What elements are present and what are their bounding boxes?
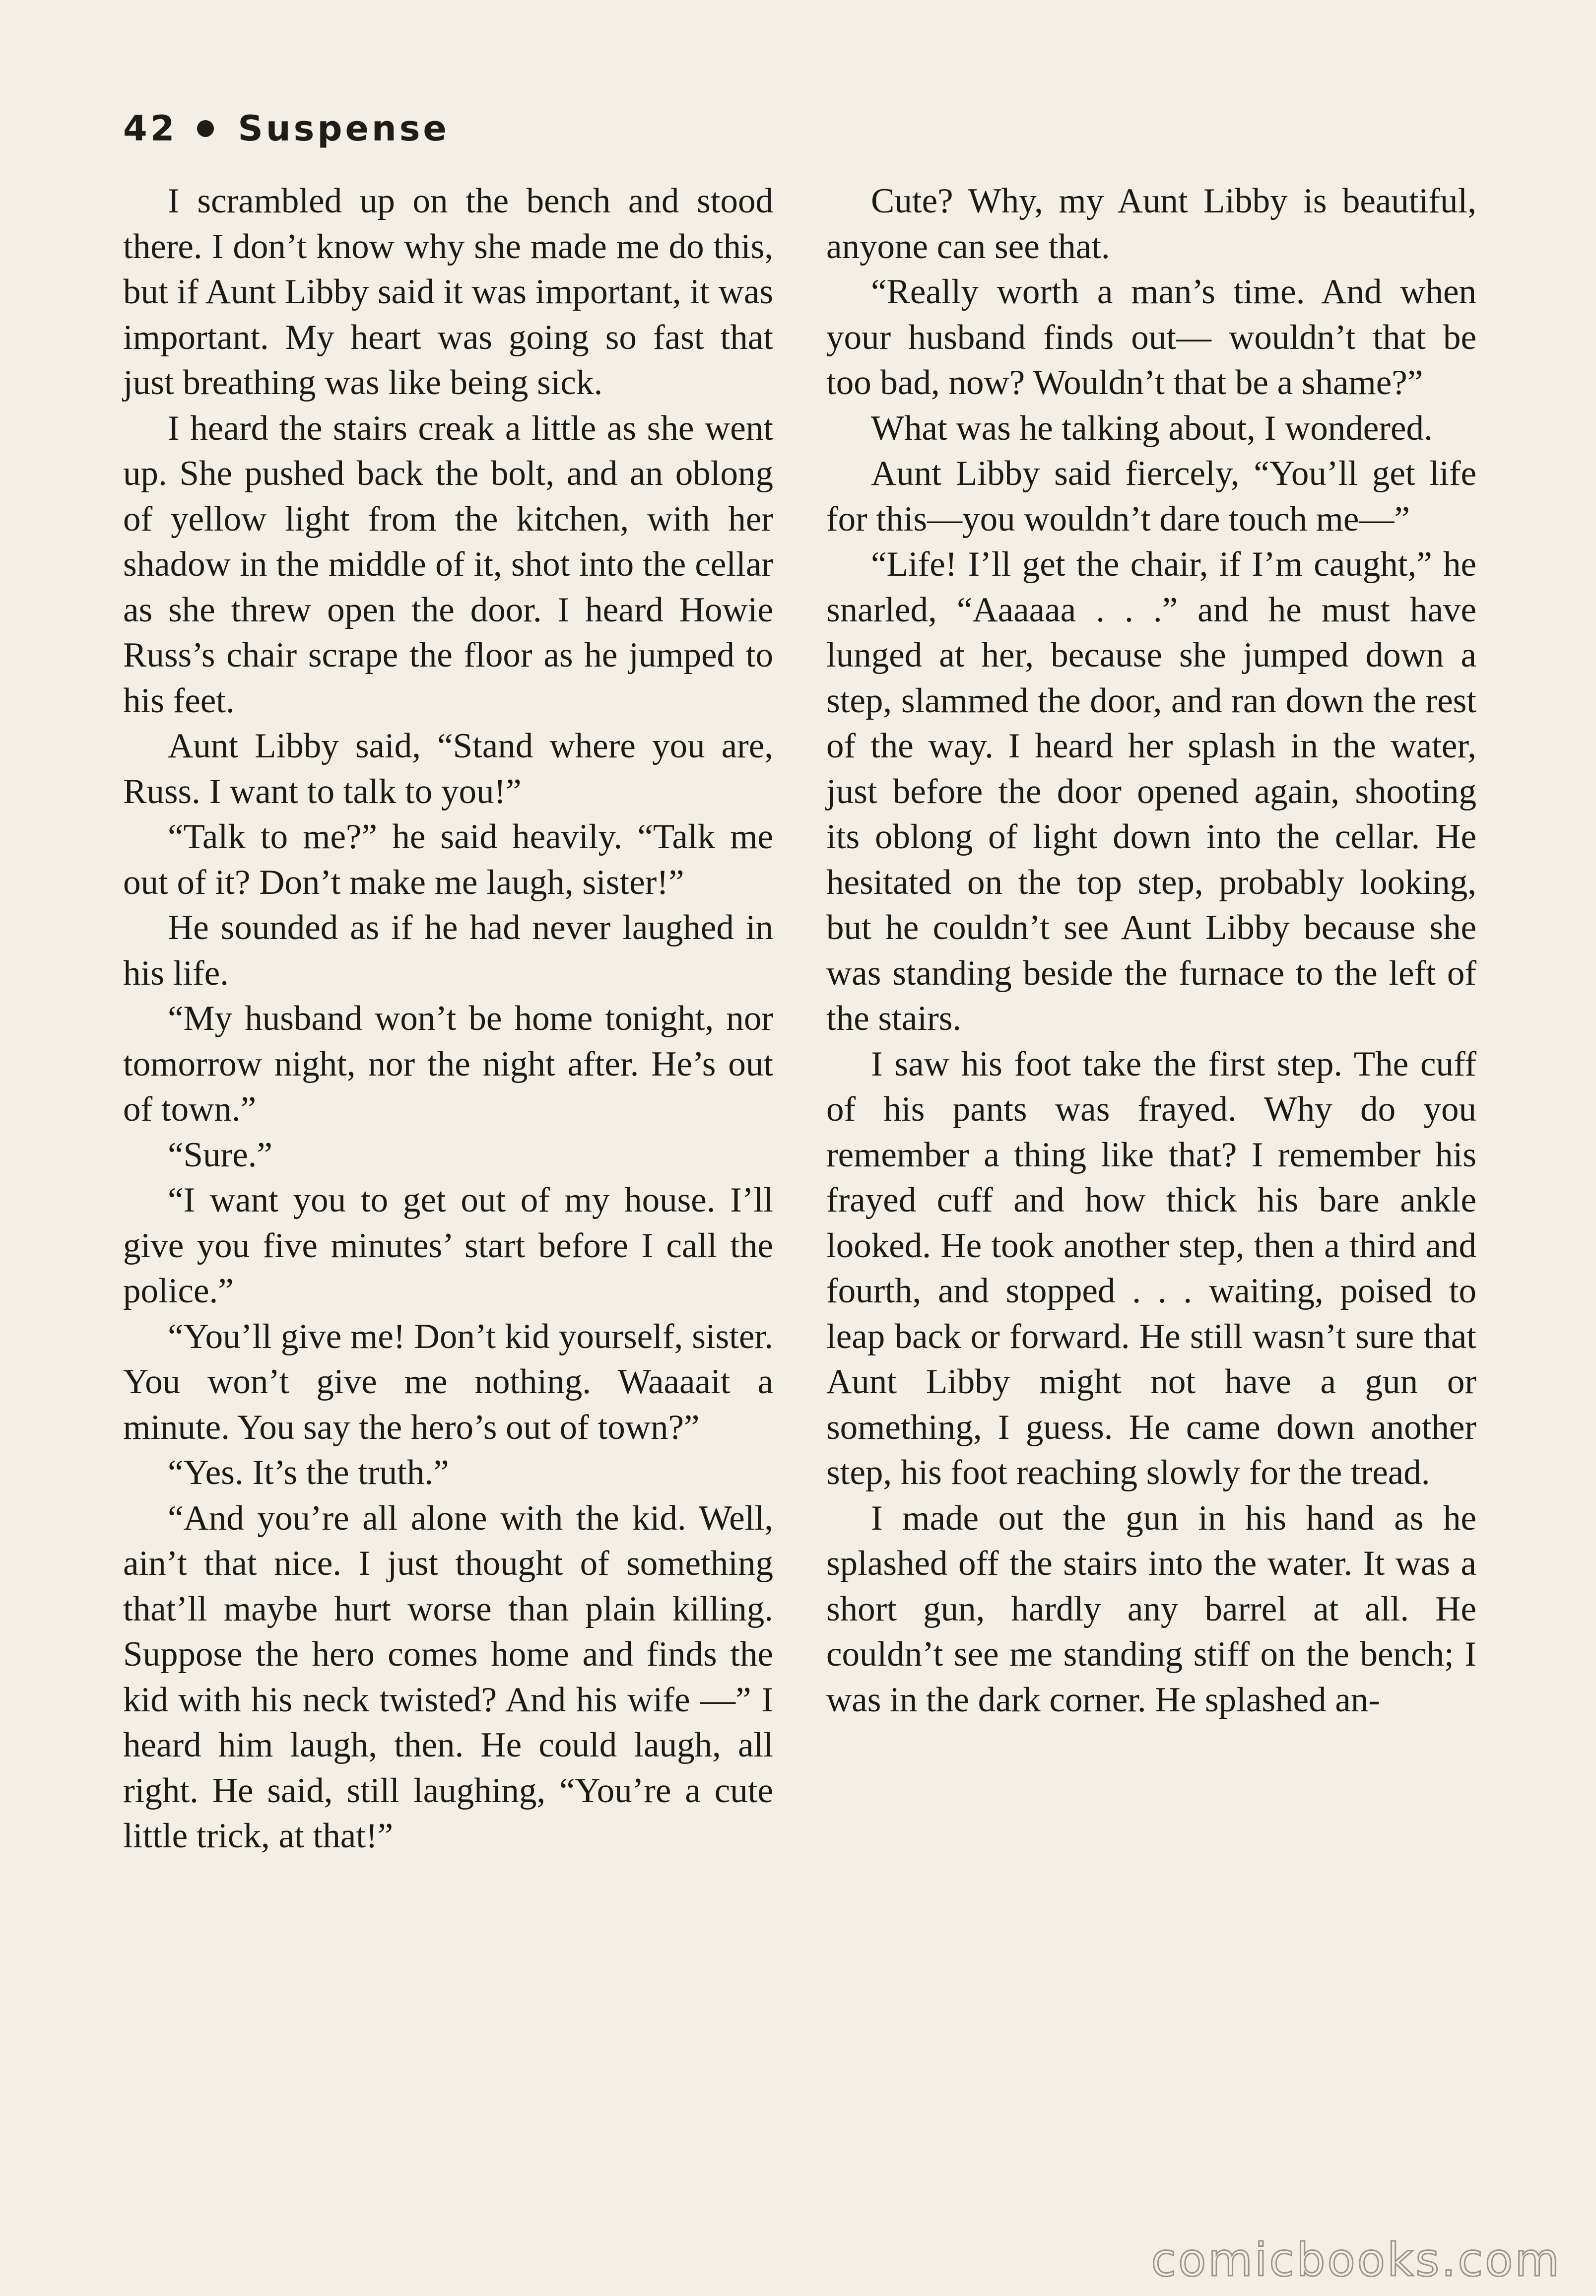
paragraph: “Talk to me?” he said heavily. “Talk me out of it? Don’t make me laugh, sister!”	[123, 817, 773, 902]
paragraph: I saw his foot take the first step. The cuff of his pants was frayed. Why do you remember a thing like that? I remember his frayed cuff and how thick his bare ankle looked. He took another step, then a third and fourth, and stopped . . . waiting, poised to leap back or forward. He still wasn’t sure that Aunt Libby might not have a gun or something, I guess. He came down another step, his foot reaching slowly for the tread.	[826, 1044, 1476, 1492]
paragraph: “Yes. It’s the truth.”	[168, 1453, 449, 1492]
left-column	[123, 179, 773, 1859]
paragraph: Aunt Libby said, “Stand where you are, Russ. I want to talk to you!”	[123, 727, 773, 811]
paragraph: I made out the gun in his hand as he splashed off the stairs into the water. It was a short gun, hardly any barrel at all. He couldn’t see me standing stiff on the bench; I was in the dark corner. He splashed an-	[826, 1498, 1476, 1719]
paragraph: He sounded as if he had never laughed in his life.	[123, 908, 773, 993]
paragraph: “And you’re all alone with the kid. Well, ain’t that nice. I just thought of something that’ll maybe hurt worse than plain killing. Suppose the hero comes home and finds the kid with his neck twisted? And his wife —” I heard him laugh, then. He could laugh, all right. He said, still laughing, “You’re a cute little trick, at that!”	[123, 1498, 773, 1855]
paragraph: “You’ll give me! Don’t kid yourself, sister. You won’t give me nothing. Waaaait a minute. You say the hero’s out of town?”	[123, 1317, 773, 1447]
right-column	[826, 179, 1476, 1723]
paragraph: I scrambled up on the bench and stood there. I don’t know why she made me do this, but if Aunt Libby said it was important, it was important. My heart was going so fast that just breathing was like being sick.	[123, 182, 773, 402]
paragraph: “Sure.”	[168, 1135, 272, 1174]
bullet-separator	[197, 120, 214, 137]
paragraph: “I want you to get out of my house. I’ll give you five minutes’ start before I call the police.”	[123, 1181, 773, 1310]
paragraph: Cute? Why, my Aunt Libby is beautiful, anyone can see that.	[826, 182, 1476, 266]
page-header	[123, 108, 450, 149]
page-number: 42	[123, 108, 178, 149]
paragraph: “Life! I’ll get the chair, if I’m caught,” he snarled, “Aaaaaa . . .” and he must have lunged at her, because she jumped down a step, slammed the door, and ran down the rest of the way. I heard her splash in the water, just before the door opened again, shooting its oblong of light down into the cellar. He hesitated on the top step, probably looking, but he couldn’t see Aunt Libby because she was standing beside the furnace to the left of the stairs.	[826, 545, 1476, 1038]
paragraph: “Really worth a man’s time. And when your husband finds out— wouldn’t that be too bad, now? Wouldn’t that be a shame?”	[826, 272, 1476, 402]
paragraph: I heard the stairs creak a little as she went up. She pushed back the bolt, and an oblong of yellow light from the kitchen, with her shadow in the middle of it, shot into the cellar as she threw open the door. I heard Howie Russ’s chair scrape the floor as he jumped to his feet.	[123, 408, 773, 720]
paragraph: “My husband won’t be home tonight, nor tomorrow night, nor the night after. He’s out of town.”	[123, 999, 773, 1129]
paragraph: Aunt Libby said fiercely, “You’ll get life for this—you wouldn’t dare touch me—”	[826, 454, 1476, 539]
paragraph: What was he talking about, I wondered.	[871, 408, 1433, 448]
magazine-title: Suspense	[238, 108, 450, 149]
site-watermark: comicbooks.com	[1151, 2233, 1561, 2287]
